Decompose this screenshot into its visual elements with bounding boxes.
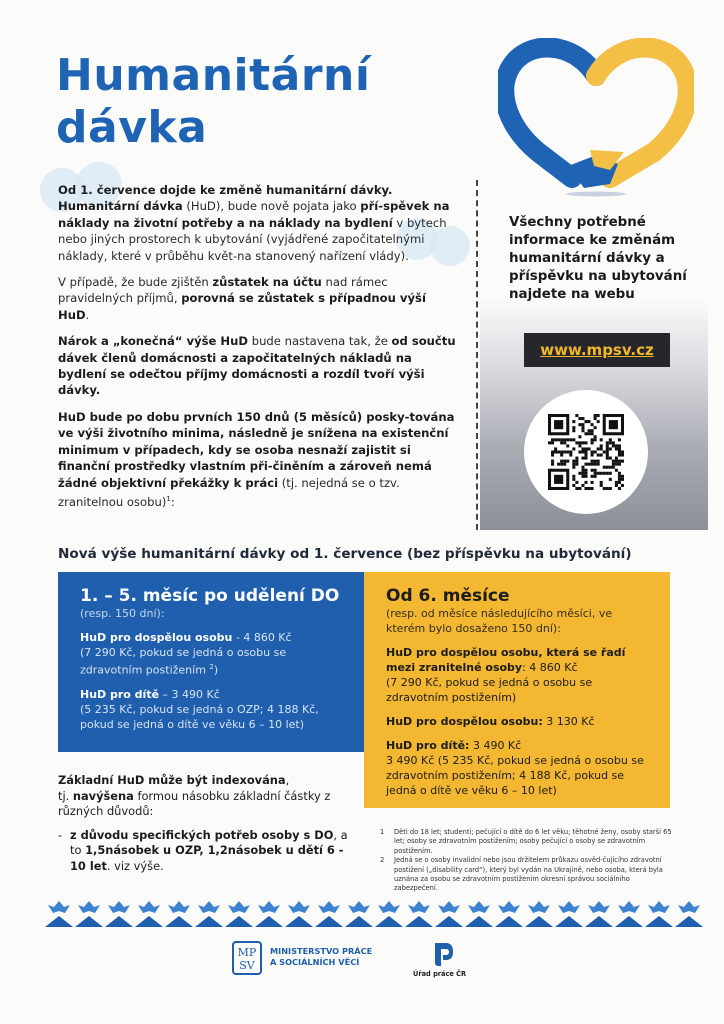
title-line-1: Humanitární bbox=[56, 50, 371, 101]
first-months-box bbox=[58, 572, 364, 752]
footnotes bbox=[380, 828, 672, 894]
from-sixth-month-box bbox=[364, 572, 670, 808]
ornament-motif bbox=[195, 901, 223, 927]
ornament-motif bbox=[255, 901, 283, 927]
info-sidebar bbox=[480, 200, 708, 530]
urad-prace-name: Úřad práce ČR bbox=[413, 970, 467, 978]
text: : bbox=[170, 494, 175, 509]
bold-text: zůstatek na účtu bbox=[212, 275, 322, 290]
ornament-motif bbox=[495, 901, 523, 927]
ornament-motif bbox=[225, 901, 253, 927]
ornament-motif bbox=[285, 901, 313, 927]
ornament-motif bbox=[555, 901, 583, 927]
text: (tj. nejedná se o tzv. zranitelnou osobu) bbox=[58, 475, 400, 509]
intro-text: (HuD), bude nově pojata jako bbox=[182, 199, 361, 214]
text: . viz výše. bbox=[106, 858, 164, 873]
ornament-motif bbox=[135, 901, 163, 927]
footnote-number: 1 bbox=[380, 828, 385, 836]
blue-child-rate bbox=[80, 687, 342, 732]
footnote-number: 2 bbox=[380, 856, 385, 865]
qr-code-circle bbox=[524, 390, 648, 514]
ornament-motif bbox=[615, 901, 643, 927]
blue-adult-rate bbox=[80, 630, 342, 678]
bold-text: navýšena bbox=[72, 788, 134, 803]
value: 3 130 Kč bbox=[542, 715, 595, 728]
bold-text: Nárok a „konečná“ výše HuD bbox=[58, 334, 249, 349]
footnote bbox=[380, 856, 672, 894]
mpsv-name-line: MINISTERSTVO PRÁCE bbox=[270, 946, 373, 956]
text: formou násobku základní částky z různých důvodů: bbox=[58, 788, 331, 818]
value: 3 490 Kč bbox=[469, 739, 522, 752]
dashed-divider bbox=[476, 180, 478, 530]
ornament-motif bbox=[105, 901, 133, 927]
bullet-dash: - bbox=[58, 827, 63, 842]
text: , a to bbox=[70, 827, 348, 857]
blue-box-title: 1. – 5. měsíc po udělení DO bbox=[80, 586, 340, 606]
value: - 4 860 Kč bbox=[232, 631, 292, 644]
yellow-vulnerable-rate bbox=[386, 645, 648, 705]
folk-ornament-border bbox=[44, 899, 704, 929]
bold-text: Základní HuD může být indexována bbox=[58, 773, 286, 787]
blue-box-subtitle: (resp. 150 dní): bbox=[80, 607, 165, 620]
indexing-list-item bbox=[58, 828, 358, 875]
mpsv-logo bbox=[232, 941, 262, 975]
ornament-motif bbox=[525, 901, 553, 927]
claim-paragraph bbox=[58, 333, 460, 399]
value: – 3 490 Kč bbox=[159, 687, 220, 701]
text: . bbox=[85, 307, 90, 322]
yellow-box-title: Od 6. měsíce bbox=[386, 586, 510, 606]
ornament-motif bbox=[45, 901, 73, 927]
sidebar-text: Všechny potřebné informace ke změnám humanitární dávky a příspěvku na ubytování najdete na webu bbox=[509, 215, 687, 302]
ornament-motif bbox=[405, 901, 433, 927]
bold-text: porovná se zůstatek s případnou výší HuD bbox=[58, 291, 426, 322]
note: 3 490 Kč (5 235 Kč, pokud se jedná o osobu se zdravotním postižením; 4 188 Kč, pokud se jedná o dítě ve věku 6 – 10 let) bbox=[386, 754, 644, 797]
svg-text:SV: SV bbox=[239, 959, 255, 972]
ornament-motif bbox=[435, 901, 463, 927]
bold-text: z důvodu specifických potřeb osoby s DO bbox=[70, 827, 334, 842]
intro-lead: Od 1. července dojde ke změně humanitární dávky. bbox=[58, 183, 393, 197]
label: HuD pro dospělou osobu, která se řadí mezi zranitelné osoby bbox=[386, 646, 626, 674]
note: ) bbox=[213, 663, 219, 677]
footnote-text: Děti do 18 let; studenti; pečující o dítě do 6 let věku; těhotné ženy, osoby starší 65 let; osoby se zdravotním postižením; osoby pečující o osoby se zdravotním postižením. bbox=[394, 828, 672, 855]
website-link[interactable]: www.mpsv.cz bbox=[524, 333, 670, 367]
urad-prace-logo bbox=[432, 941, 454, 967]
ornament-motif bbox=[315, 901, 343, 927]
note: (5 235 Kč, pokud se jedná o OZP; 4 188 Kč, pokud se jedná o dítě ve věku 6 – 10 let) bbox=[80, 702, 319, 731]
intro-bold: pří-spěvek na náklady na životní potřeby a na náklady na bydlení bbox=[58, 199, 450, 230]
intro-term: Humanitární dávka bbox=[58, 199, 183, 214]
ornament-motif bbox=[165, 901, 193, 927]
ornament-motif bbox=[75, 901, 103, 927]
title-line-2: dávka bbox=[56, 102, 208, 153]
text: V případě, že bude zjištěn bbox=[58, 275, 213, 290]
mpsv-name-line: A SOCIÁLNÍCH VĚCÍ bbox=[270, 957, 360, 967]
footnote bbox=[380, 828, 672, 856]
note: (7 290 Kč, pokud se jedná o osobu se zdravotním postižením) bbox=[386, 676, 593, 704]
intro-text-end: v bytech nebo jiných prostorech k ubytování (vyjádřené započitatelnými náklady, které v průběhu květ-na stanovený nařízení vlády). bbox=[58, 215, 447, 263]
bold-text: HuD bude po dobu prvních 150 dnů (5 měsíců) posky-tována ve výši životního minima, následně je snížena na existenční minimum v případech, kdy se osoba nesnaží zajistit si finanční prostředky vlastním při-činěním a zároveň nemá žádné objektivní překážky k práci bbox=[58, 409, 455, 490]
page-title bbox=[56, 50, 370, 154]
footnote-ref: 2 bbox=[209, 663, 214, 671]
bold-text: 1,5násobek u OZP, 1,2násobek u dětí 6 - 10 let bbox=[70, 843, 344, 873]
list-item-text bbox=[70, 828, 358, 875]
indexing-paragraph bbox=[58, 773, 358, 820]
bold-text: od součtu dávek členů domácnosti a započitatelných nákladů na bydlení se odečtou příjmy domácnosti a rozdíl tvoří výši dávky. bbox=[58, 334, 456, 398]
yellow-child-rate bbox=[386, 738, 648, 798]
ornament-motif bbox=[645, 901, 673, 927]
ornament-motif bbox=[585, 901, 613, 927]
text: bude nastavena tak, že bbox=[248, 334, 392, 349]
label: HuD pro dospělou osobu bbox=[80, 631, 233, 644]
ornament-motif bbox=[375, 901, 403, 927]
footnote-ref: 1 bbox=[166, 494, 171, 503]
main-text-column bbox=[58, 182, 460, 520]
ornament-motif bbox=[465, 901, 493, 927]
label: HuD pro dítě: bbox=[386, 739, 470, 752]
note: (7 290 Kč, pokud se jedná o osobu se zdravotním postižením bbox=[80, 646, 287, 677]
qr-code-icon[interactable] bbox=[548, 414, 624, 490]
text: tj. bbox=[58, 788, 73, 803]
yellow-box-subtitle: (resp. od měsíce následujícího měsíci, ve kterém bylo dosaženo 150 dní): bbox=[386, 607, 613, 635]
section-title: Nová výše humanitární dávky od 1. července (bez příspěvku na ubytování) bbox=[58, 546, 632, 562]
yellow-adult-rate bbox=[386, 714, 648, 729]
ornament-motif bbox=[675, 901, 703, 927]
text: , bbox=[285, 773, 290, 787]
label: HuD pro dospělou osobu: bbox=[386, 715, 543, 728]
balance-paragraph bbox=[58, 274, 460, 323]
value: : 4 860 Kč bbox=[522, 661, 578, 674]
duration-paragraph bbox=[58, 409, 460, 510]
mpsv-name bbox=[270, 946, 390, 968]
svg-text:MP: MP bbox=[237, 946, 257, 959]
footnote-text: Jedná se o osoby invalidní nebo jsou držitelem průkazu osvěd-čujícího zdravotní postižení („disability card“), který byl vydán na Ukrajině, nebo osoba, která byla uznána za osobu se zdravotním postižením okresní správou sociálního zabezpečení. bbox=[394, 856, 663, 893]
intro-paragraph bbox=[58, 182, 460, 264]
text: nad rámec pravidelných příjmů, bbox=[58, 275, 388, 306]
ornament-motif bbox=[345, 901, 373, 927]
label: HuD pro dítě bbox=[80, 687, 160, 701]
heart-handshake-logo bbox=[498, 38, 694, 198]
indexing-info bbox=[58, 773, 358, 874]
